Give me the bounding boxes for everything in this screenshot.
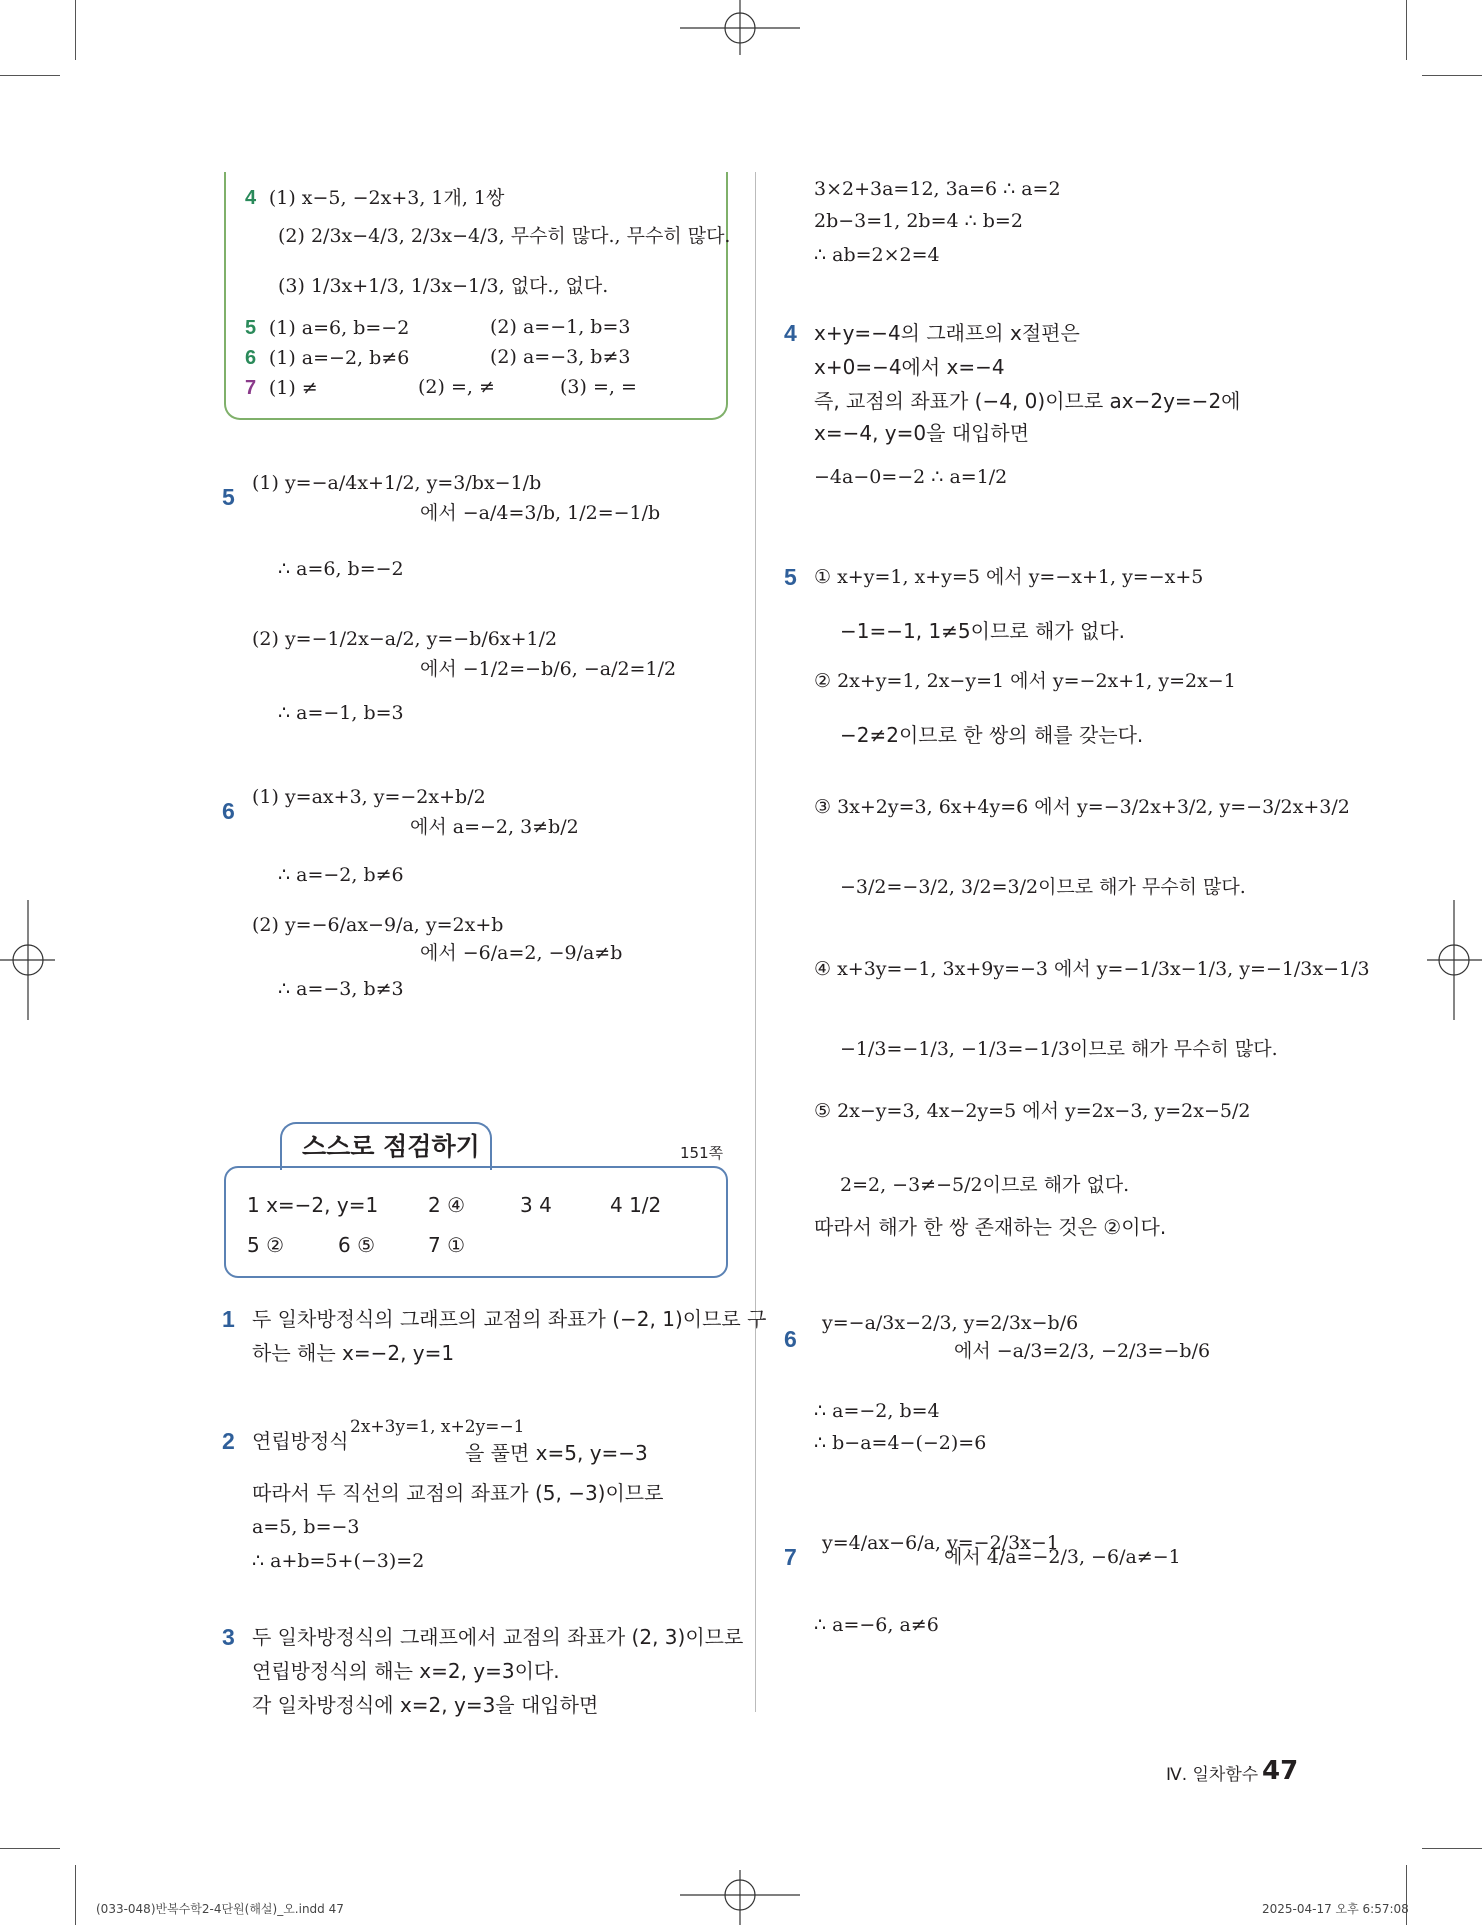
check-solution-1-line: 하는 해는 x=−2, y=1	[252, 1341, 455, 1365]
right-5-case: ③ 3x+2y=3, 6x+4y=6 에서 y=−3/2x+3/2, y=−3/2x+3/2	[814, 796, 1350, 818]
solution-number: 5	[784, 564, 797, 590]
answer-4-2: (2) 2/3x−4/3, 2/3x−4/3, 무수히 많다., 무수히 많다.	[278, 225, 731, 247]
answer-7-3: (3) =, =	[560, 376, 637, 398]
solution-5-2-condition: 에서 −1/2=−b/6, −a/2=1/2	[420, 658, 677, 680]
right-4-line: x+0=−4에서 x=−4	[814, 355, 1005, 379]
crop-mark	[75, 0, 76, 60]
answer-4-1: 4 (1) x−5, −2x+3, 1개, 1쌍	[245, 187, 505, 209]
solution-6-2-result: ∴ a=−3, b≠3	[278, 978, 404, 1000]
crop-mark	[1422, 75, 1482, 76]
registration-mark-icon	[1422, 900, 1482, 1020]
right-3-line: 3×2+3a=12, 3a=6 ∴ a=2	[814, 178, 1061, 200]
right-7-line: ∴ a=−6, a≠6	[814, 1614, 939, 1636]
answer-4-3: (3) 1/3x+1/3, 1/3x−1/3, 없다., 없다.	[278, 275, 609, 297]
check-solution-3-line: 각 일차방정식에 x=2, y=3을 대입하면	[252, 1693, 599, 1717]
crop-mark	[0, 1848, 60, 1849]
right-5-result: −2≠2이므로 한 쌍의 해를 갖는다.	[840, 723, 1144, 747]
right-5-result: −1/3=−1/3, −1/3=−1/3이므로 해가 무수히 많다.	[840, 1038, 1278, 1060]
check-solution-2-line: 을 풀면 x=5, y=−3	[465, 1441, 648, 1465]
right-3-line: 2b−3=1, 2b=4 ∴ b=2	[814, 210, 1023, 232]
right-4-line: 즉, 교점의 좌표가 (−4, 0)이므로 ax−2y=−2에	[814, 389, 1241, 413]
check-solution-2-label: 연립방정식	[252, 1429, 349, 1453]
page-number: 47	[1262, 1756, 1299, 1786]
right-5-result: 2=2, −3≠−5/2이므로 해가 없다.	[840, 1174, 1130, 1196]
print-timestamp: 2025-04-17 오후 6:57:08	[1262, 1902, 1409, 1916]
right-5-case: ① x+y=1, x+y=5 에서 y=−x+1, y=−x+5	[814, 566, 1204, 588]
answer-6-2: (2) a=−3, b≠3	[490, 346, 631, 368]
right-6-system: y=−a/3x−2/3, y=2/3x−b/6	[822, 1312, 1079, 1334]
crop-mark	[0, 75, 60, 76]
solution-6-1-system: (1) y=ax+3, y=−2x+b/2	[252, 786, 486, 808]
registration-mark-icon	[680, 0, 800, 60]
answer-number: 4	[245, 187, 257, 209]
check-answer-2: 2 ④	[428, 1193, 466, 1217]
right-4-line: x=−4, y=0을 대입하면	[814, 421, 1030, 445]
solution-number: 4	[784, 320, 797, 346]
solution-5-2-system: (2) y=−1/2x−a/2, y=−b/6x+1/2	[252, 628, 558, 650]
answer-5: 5 (1) a=6, b=−2	[245, 317, 410, 339]
file-name: (033-048)반복수학2-4단원(해설)_오.indd 47	[96, 1902, 344, 1916]
registration-mark-icon	[680, 1865, 800, 1925]
solution-5-1-condition: 에서 −a/4=3/b, 1/2=−1/b	[420, 502, 661, 524]
check-solution-2-system: 2x+3y=1, x+2y=−1	[350, 1417, 525, 1437]
solution-5-1-system: (1) y=−a/4x+1/2, y=3/bx−1/b	[252, 472, 542, 494]
right-6-condition: 에서 −a/3=2/3, −2/3=−b/6	[954, 1340, 1211, 1362]
solution-6-1-result: ∴ a=−2, b≠6	[278, 864, 404, 886]
answer-5-2: (2) a=−1, b=3	[490, 316, 631, 338]
answer-7-2: (2) =, ≠	[418, 376, 495, 398]
right-5-result: −3/2=−3/2, 3/2=3/2이므로 해가 무수히 많다.	[840, 876, 1246, 898]
check-answer-7: 7 ①	[428, 1233, 466, 1257]
right-5-case: ⑤ 2x−y=3, 4x−2y=5 에서 y=2x−3, y=2x−5/2	[814, 1100, 1251, 1122]
crop-mark	[75, 1865, 76, 1925]
check-answer-5: 5 ②	[247, 1233, 285, 1257]
answer-7: 7 (1) ≠	[245, 377, 318, 399]
right-3-line: ∴ ab=2×2=4	[814, 244, 940, 266]
solution-number: 6	[222, 798, 235, 824]
answer-6: 6 (1) a=−2, b≠6	[245, 347, 410, 369]
right-5-result: −1=−1, 1≠5이므로 해가 없다.	[840, 619, 1125, 643]
right-4-line: x+y=−4의 그래프의 x절편은	[814, 321, 1080, 345]
check-answer-4: 4 1/2	[610, 1193, 662, 1217]
check-solution-1-line: 두 일차방정식의 그래프의 교점의 좌표가 (−2, 1)이므로 구	[252, 1307, 767, 1331]
check-answer-1: 1 x=−2, y=1	[247, 1193, 379, 1217]
check-solution-3-line: 두 일차방정식의 그래프에서 교점의 좌표가 (2, 3)이므로	[252, 1625, 744, 1649]
crop-mark	[1406, 0, 1407, 60]
solution-number: 6	[784, 1326, 797, 1352]
crop-mark	[1422, 1848, 1482, 1849]
check-solution-2-line: ∴ a+b=5+(−3)=2	[252, 1550, 425, 1572]
check-solution-3-line: 연립방정식의 해는 x=2, y=3이다.	[252, 1659, 560, 1683]
column-divider	[755, 172, 756, 1712]
solution-number: 5	[222, 484, 235, 510]
right-5-case: ④ x+3y=−1, 3x+9y=−3 에서 y=−1/3x−1/3, y=−1/3x−1/3	[814, 958, 1370, 980]
solution-6-2-condition: 에서 −6/a=2, −9/a≠b	[420, 942, 623, 964]
check-answer-box	[224, 1166, 728, 1278]
right-5-case: ② 2x+y=1, 2x−y=1 에서 y=−2x+1, y=2x−1	[814, 670, 1236, 692]
solution-number: 2	[222, 1428, 235, 1454]
solution-5-2-result: ∴ a=−1, b=3	[278, 702, 404, 724]
check-answer-6: 6 ⑤	[338, 1233, 376, 1257]
check-answer-3: 3 4	[520, 1193, 552, 1217]
check-page-ref: 151쪽	[680, 1144, 724, 1162]
right-4-line: −4a−0=−2 ∴ a=1/2	[814, 466, 1008, 488]
right-6-line: ∴ b−a=4−(−2)=6	[814, 1432, 987, 1454]
check-solution-2-line: a=5, b=−3	[252, 1516, 360, 1538]
registration-mark-icon	[0, 900, 60, 1020]
solution-number: 1	[222, 1306, 235, 1332]
check-title: 스스로 점검하기	[302, 1132, 480, 1161]
solution-5-1-result: ∴ a=6, b=−2	[278, 558, 404, 580]
check-solution-2-line: 따라서 두 직선의 교점의 좌표가 (5, −3)이므로	[252, 1481, 664, 1505]
right-5-conclusion: 따라서 해가 한 쌍 존재하는 것은 ②이다.	[814, 1215, 1167, 1239]
solution-6-2-system: (2) y=−6/ax−9/a, y=2x+b	[252, 914, 504, 936]
section-label: Ⅳ. 일차함수	[1166, 1765, 1259, 1785]
solution-number: 3	[222, 1624, 235, 1650]
solution-6-1-condition: 에서 a=−2, 3≠b/2	[410, 816, 579, 838]
solution-number: 7	[784, 1544, 797, 1570]
right-6-line: ∴ a=−2, b=4	[814, 1400, 940, 1422]
right-7-condition: 에서 4/a=−2/3, −6/a≠−1	[944, 1546, 1181, 1568]
right-7-system: y=4/ax−6/a, y=−2/3x−1	[822, 1532, 1059, 1554]
